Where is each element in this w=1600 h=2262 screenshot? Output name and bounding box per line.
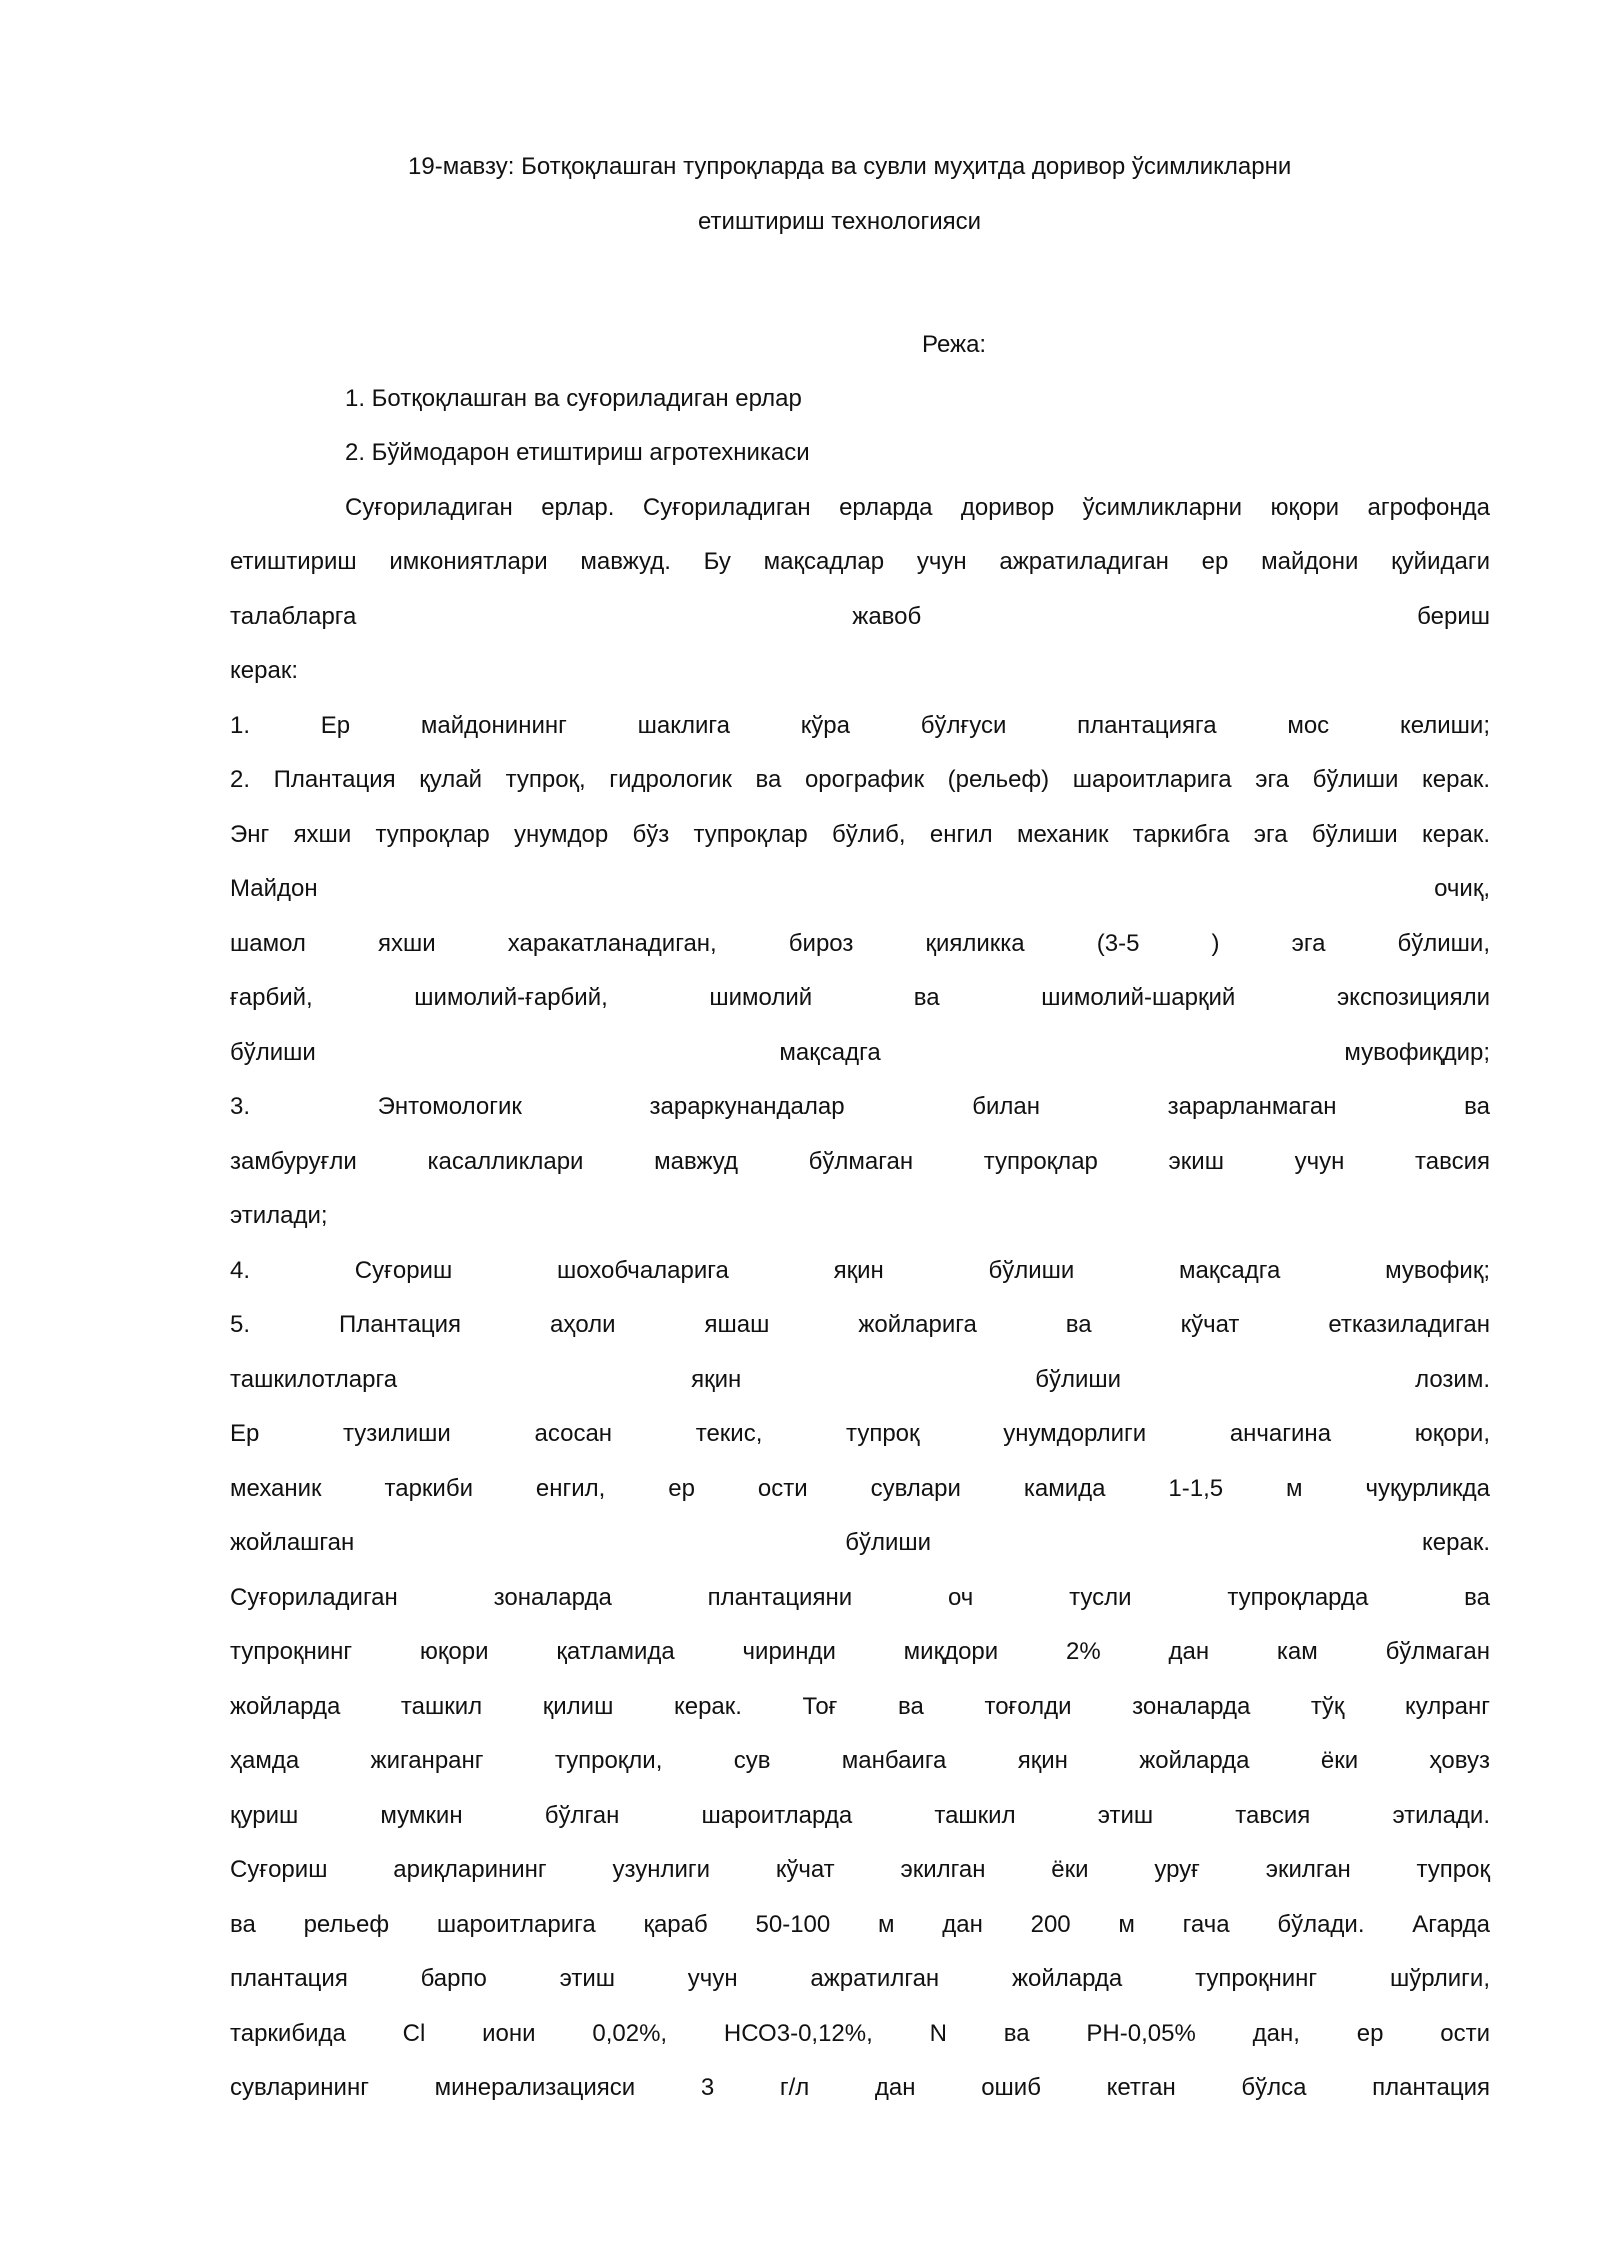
body-line-5: 1. Ер майдонининг шаклига кўра бўлғуси плантацияга мос келиши; — [230, 712, 1490, 739]
plan-heading: Режа: — [922, 331, 987, 358]
body-line-21: Суғориладиган зоналарда плантацияни оч тусли тупроқларда ва — [230, 1584, 1490, 1611]
body-line-11: бўлиши мақсадга мувофиқдир; — [230, 1039, 1490, 1066]
body-line-20: жойлашган бўлиши керак. — [230, 1529, 1490, 1556]
plan-item-2: 2. Бўймодарон етиштириш агротехникаси — [345, 439, 810, 466]
body-line-24: ҳамда жиганранг тупроқли, сув манбаига яқин жойларда ёки ҳовуз — [230, 1747, 1490, 1774]
body-line-28: плантация барпо этиш учун ажратилган жойларда тупроқнинг шўрлиги, — [230, 1965, 1490, 1992]
body-line-1: Суғориладиган ерлар. Суғориладиган ерларда доривор ўсимликларни юқори агрофонда — [345, 494, 1490, 521]
body-line-30: сувларининг минерализацияси 3 г/л дан ошиб кетган бўлса плантация — [230, 2074, 1490, 2101]
body-line-9: шамол яхши харакатланадиган, бироз қияликка (3-5 ) эга бўлиши, — [230, 930, 1490, 957]
body-line-12: 3. Энтомологик зараркунандалар билан зарарланмаган ва — [230, 1093, 1490, 1120]
body-line-29: таркибида Cl иони 0,02%, НСО3-0,12%, N ва РН-0,05% дан, ер ости — [230, 2020, 1490, 2047]
body-line-17: ташкилотларга яқин бўлиши лозим. — [230, 1366, 1490, 1393]
title-line-2: етиштириш технологияси — [698, 208, 982, 235]
body-line-15: 4. Суғориш шохобчаларига яқин бўлиши мақсадга мувофиқ; — [230, 1257, 1490, 1284]
body-line-6: 2. Плантация қулай тупроқ, гидрологик ва орографик (рельеф) шароитларига эга бўлиши керак. — [230, 766, 1490, 793]
body-line-2: етиштириш имкониятлари мавжуд. Бу мақсадлар учун ажратиладиган ер майдони қуйидаги — [230, 548, 1490, 575]
body-line-14: этилади; — [230, 1202, 328, 1229]
body-line-7: Энг яхши тупроқлар унумдор бўз тупроқлар бўлиб, енгил механик таркибга эга бўлиши керак. — [230, 821, 1490, 848]
body-line-19: механик таркиби енгил, ер ости сувлари камида 1-1,5 м чуқурликда — [230, 1475, 1490, 1502]
body-line-18: Ер тузилиши асосан текис, тупроқ унумдорлиги анчагина юқори, — [230, 1420, 1490, 1447]
body-line-8: Майдон очиқ, — [230, 875, 1490, 902]
body-line-25: қуриш мумкин бўлган шароитларда ташкил этиш тавсия этилади. — [230, 1802, 1490, 1829]
body-line-16: 5. Плантация аҳоли яшаш жойларига ва кўчат етказиладиган — [230, 1311, 1490, 1338]
body-line-10: ғарбий, шимолий-ғарбий, шимолий ва шимолий-шарқий экспозицияли — [230, 984, 1490, 1011]
body-line-3: талабларга жавоб бериш — [230, 603, 1490, 630]
body-line-26: Суғориш ариқларининг узунлиги кўчат экилган ёки уруғ экилган тупроқ — [230, 1856, 1490, 1883]
body-line-27: ва рельеф шароитларига қараб 50-100 м дан 200 м гача бўлади. Агарда — [230, 1911, 1490, 1938]
body-line-13: замбуруғли касалликлари мавжуд бўлмаган тупроқлар экиш учун тавсия — [230, 1148, 1490, 1175]
body-line-4: керак: — [230, 657, 298, 684]
body-line-22: тупроқнинг юқори қатламида чиринди миқдори 2% дан кам бўлмаган — [230, 1638, 1490, 1665]
body-line-23: жойларда ташкил қилиш керак. Тоғ ва тоғолди зоналарда тўқ кулранг — [230, 1693, 1490, 1720]
title-line-1: 19-мавзу: Ботқоқлашган тупроқларда ва сувли муҳитда доривор ўсимликларни — [408, 153, 1292, 180]
plan-item-1: 1. Ботқоқлашган ва суғориладиган ерлар — [345, 385, 802, 412]
